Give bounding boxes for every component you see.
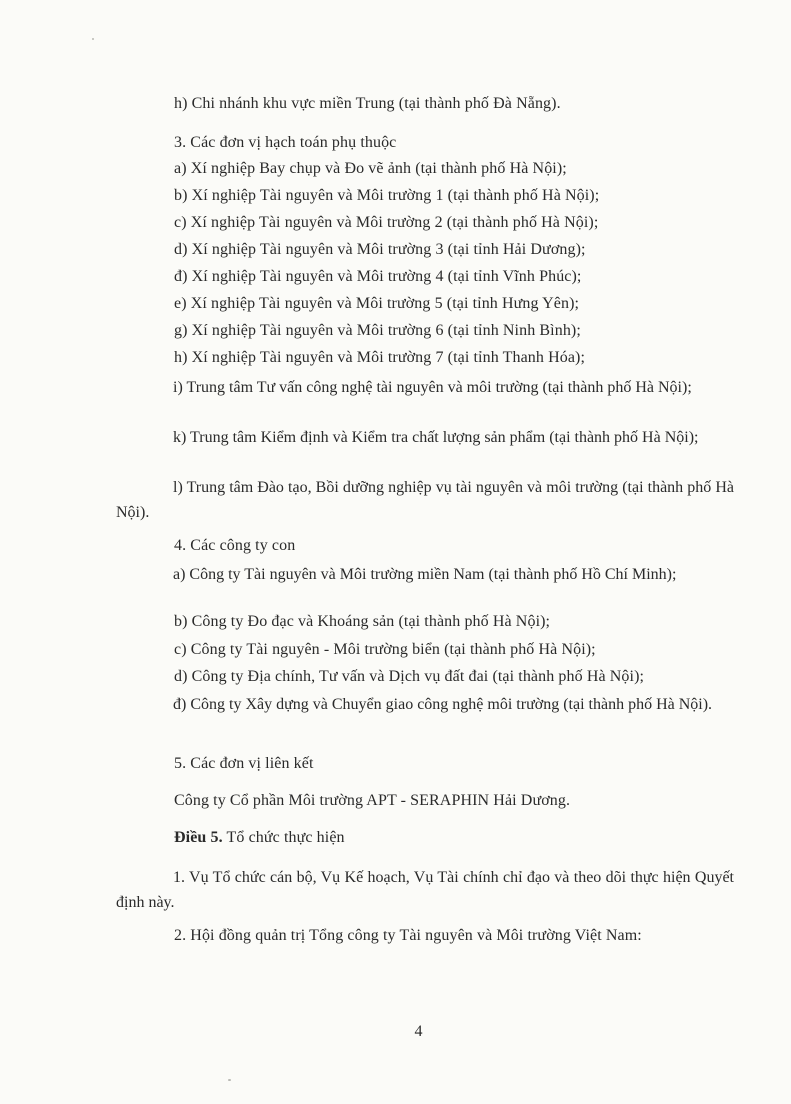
section-4-heading: 4. Các công ty con — [174, 537, 296, 554]
item-h-enterprise: h) Xí nghiệp Tài nguyên và Môi trường 7 (tại tỉnh Thanh Hóa); — [174, 349, 586, 366]
article-5-clause-2: 2. Hội đồng quản trị Tổng công ty Tài nguyên và Môi trường Việt Nam: — [174, 927, 642, 944]
item-c-enterprise: c) Xí nghiệp Tài nguyên và Môi trường 2 (tại thành phố Hà Nội); — [174, 214, 599, 231]
item-dd-enterprise: đ) Xí nghiệp Tài nguyên và Môi trường 4 (tại tỉnh Vĩnh Phúc); — [174, 268, 582, 285]
scan-speck — [92, 38, 94, 40]
item-g-enterprise: g) Xí nghiệp Tài nguyên và Môi trường 6 (tại tỉnh Ninh Bình); — [174, 322, 581, 339]
item-e-enterprise: e) Xí nghiệp Tài nguyên và Môi trường 5 (tại tỉnh Hưng Yên); — [174, 295, 580, 312]
item-b-enterprise: b) Xí nghiệp Tài nguyên và Môi trường 1 (tại thành phố Hà Nội); — [174, 187, 600, 204]
article-5-label: Điều 5. — [174, 829, 223, 846]
article-5-title: Tổ chức thực hiện — [222, 829, 345, 846]
item-a-company: a) Công ty Tài nguyên và Môi trường miền Nam (tại thành phố Hồ Chí Minh); — [173, 566, 677, 583]
item-l-center: l) Trung tâm Đào tạo, Bồi dưỡng nghiệp vụ tài nguyên và môi trường (tại thành phố Hà Nội). — [116, 479, 734, 521]
section-3-heading: 3. Các đơn vị hạch toán phụ thuộc — [174, 134, 397, 151]
article-5-heading — [174, 828, 345, 848]
item-d-enterprise: d) Xí nghiệp Tài nguyên và Môi trường 3 (tại tỉnh Hải Dương); — [174, 241, 586, 258]
item-d-company: d) Công ty Địa chính, Tư vấn và Dịch vụ đất đai (tại thành phố Hà Nội); — [174, 668, 645, 685]
page-number: 4 — [414, 1023, 423, 1040]
item-b-company: b) Công ty Đo đạc và Khoáng sản (tại thành phố Hà Nội); — [174, 613, 551, 630]
scan-speck — [228, 1079, 231, 1081]
article-5-clause-1: 1. Vụ Tổ chức cán bộ, Vụ Kế hoạch, Vụ Tài chính chỉ đạo và theo dõi thực hiện Quyết định này. — [116, 869, 734, 911]
affiliate-company: Công ty Cổ phần Môi trường APT - SERAPHIN Hải Dương. — [174, 792, 571, 809]
item-c-company: c) Công ty Tài nguyên - Môi trường biển (tại thành phố Hà Nội); — [174, 641, 596, 658]
item-k-center: k) Trung tâm Kiểm định và Kiểm tra chất lượng sản phẩm (tại thành phố Hà Nội); — [173, 429, 699, 446]
item-dd-company: đ) Công ty Xây dựng và Chuyển giao công nghệ môi trường (tại thành phố Hà Nội). — [173, 696, 713, 713]
item-a-enterprise: a) Xí nghiệp Bay chụp và Đo vẽ ảnh (tại thành phố Hà Nội); — [174, 160, 567, 177]
item-i-center: i) Trung tâm Tư vấn công nghệ tài nguyên và môi trường (tại thành phố Hà Nội); — [173, 379, 692, 396]
section-5-heading: 5. Các đơn vị liên kết — [174, 755, 314, 772]
item-h-branch-central: h) Chi nhánh khu vực miền Trung (tại thành phố Đà Nẵng). — [174, 95, 561, 112]
